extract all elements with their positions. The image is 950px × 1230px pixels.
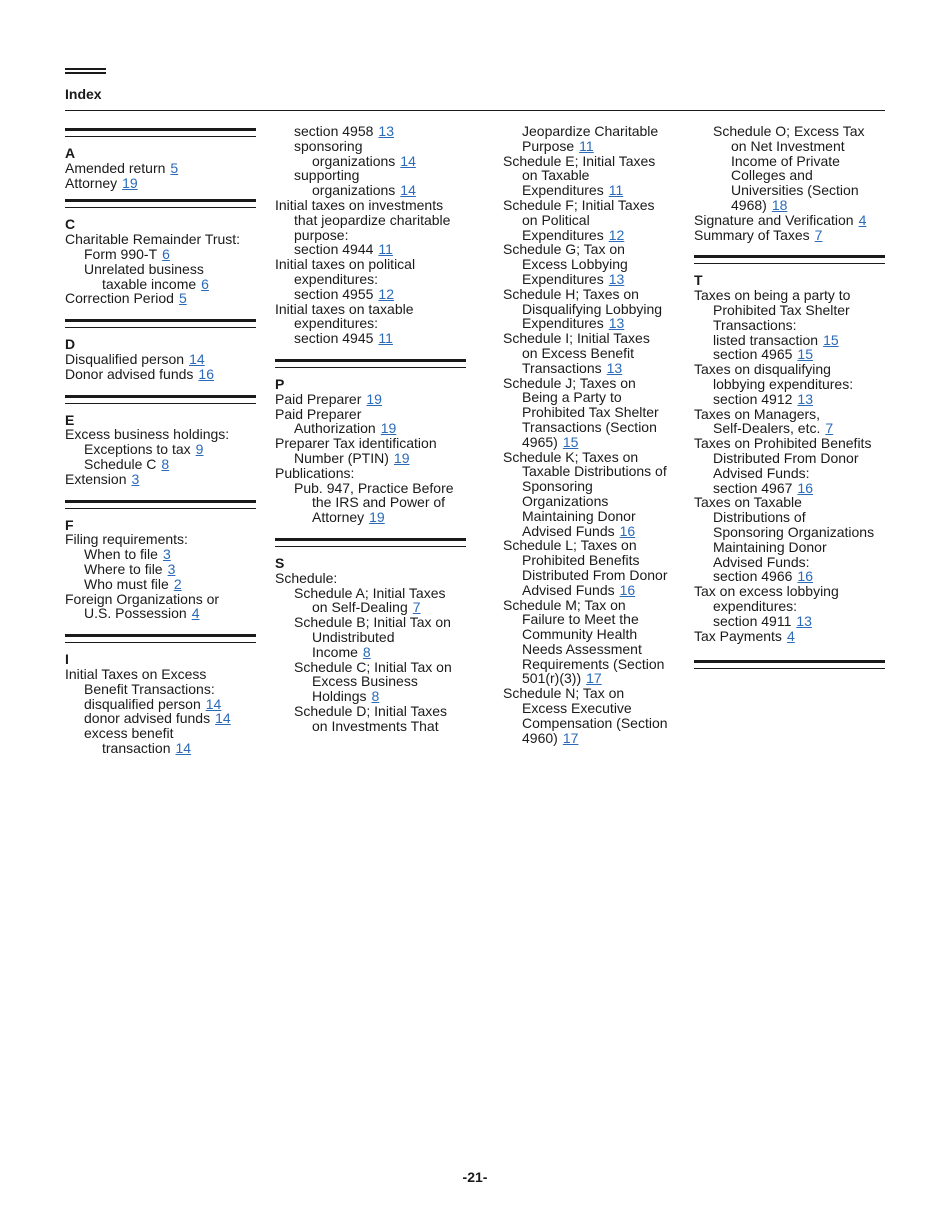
index-entry: on Self-Dealing 7 [312, 599, 421, 616]
page-link[interactable]: 3 [131, 470, 140, 487]
index-entry: Initial taxes on investments [275, 196, 444, 213]
page-link[interactable]: 14 [175, 739, 192, 756]
index-entry: Self-Dealers, etc. 7 [713, 420, 834, 437]
index-entry: Requirements (Section [522, 655, 665, 672]
section-letter-p: P [275, 375, 285, 392]
index-entry: Extension 3 [65, 470, 140, 487]
index-entry: Schedule M; Tax on [503, 596, 626, 613]
index-entry: Schedule L; Taxes on [503, 537, 637, 554]
section-letter-s: S [275, 554, 285, 571]
index-entry: Schedule J; Taxes on [503, 374, 636, 391]
index-entry: Organizations [522, 492, 609, 509]
index-entry: Foreign Organizations or [65, 590, 220, 607]
index-entry: Distributed From Donor [713, 449, 859, 466]
index-entry: section 4911 13 [713, 612, 812, 629]
index-entry: Expenditures 11 [522, 182, 624, 199]
page-link[interactable]: 7 [814, 226, 823, 243]
index-entry: Disqualified person 14 [65, 350, 205, 367]
page-link[interactable]: 13 [796, 612, 812, 629]
index-entry: Donor advised funds 16 [65, 365, 214, 382]
index-entry: Initial taxes on political [275, 256, 416, 273]
index-entry: Income 8 [312, 643, 371, 660]
index-entry: section 4958 13 [294, 123, 394, 139]
index-entry: Initial Taxes on Excess [65, 665, 207, 682]
index-entry: Schedule G; Tax on [503, 241, 625, 258]
index-entry: Colleges and [731, 167, 813, 184]
page-link[interactable]: 6 [162, 245, 170, 262]
index-entry: Exceptions to tax 9 [84, 441, 204, 458]
section-letter-t: T [694, 272, 703, 289]
page-link[interactable]: 12 [608, 226, 625, 243]
index-entry: Form 990-T 6 [84, 245, 170, 262]
index-entry: Disqualifying Lobbying [522, 300, 663, 317]
index-entry: Being a Party to [522, 389, 622, 406]
page-link[interactable]: 11 [378, 330, 393, 347]
index-entry: Attorney 19 [312, 509, 385, 526]
page-link[interactable]: 8 [371, 688, 380, 705]
page-link[interactable]: 9 [195, 441, 204, 458]
index-entry: Taxes on Taxable [694, 494, 802, 511]
page-link[interactable]: 19 [369, 509, 385, 526]
section-letter-f: F [65, 516, 74, 533]
index-entry: Where to file 3 [84, 560, 176, 577]
index-entry: Advised Funds 16 [522, 581, 636, 598]
index-entry: sponsoring [294, 137, 363, 154]
index-entry: Expenditures 13 [522, 315, 625, 332]
page-link[interactable]: 13 [608, 270, 625, 287]
page-link[interactable]: 6 [201, 275, 209, 292]
page-link[interactable]: 13 [606, 359, 623, 376]
index-entry: Distributed From Donor [522, 566, 668, 583]
page-link[interactable]: 14 [189, 350, 205, 367]
index-entry: Signature and Verification 4 [694, 211, 867, 228]
page-link[interactable]: 16 [619, 581, 636, 598]
index-entry: taxable income 6 [102, 275, 209, 292]
index-entry: Who must file 2 [84, 575, 182, 592]
index-entry: on Net Investment [731, 137, 845, 154]
index-entry: Schedule N; Tax on [503, 685, 625, 702]
page-link[interactable]: 11 [579, 137, 594, 154]
index-entry: Taxes on disqualifying [694, 361, 831, 378]
index-entry: Income of Private [731, 152, 840, 169]
index-entry: transaction 14 [102, 739, 192, 756]
title-divider [65, 110, 885, 111]
page-number: -21- [462, 1169, 488, 1185]
index-entry: Amended return 5 [65, 159, 179, 176]
index-entry: Correction Period 5 [65, 290, 187, 307]
index-entry: When to file 3 [84, 546, 171, 563]
index-column-2 [275, 124, 466, 733]
index-entry: Schedule D; Initial Taxes [294, 702, 448, 719]
page-link[interactable]: 19 [122, 174, 138, 191]
page-link[interactable]: 11 [608, 182, 624, 199]
section-divider [275, 538, 466, 547]
index-column-4 [694, 124, 885, 669]
section-divider [65, 319, 256, 328]
page-link[interactable]: 8 [362, 643, 371, 660]
index-entry: Excess Business [312, 673, 418, 690]
page-link[interactable]: 7 [825, 420, 834, 437]
index-entry: Excess business holdings: [65, 426, 230, 443]
page-link[interactable]: 3 [167, 560, 176, 577]
index-entry: Needs Assessment [522, 640, 642, 657]
section-divider [65, 395, 256, 404]
section-letter-a: A [65, 145, 76, 161]
page-link[interactable]: 19 [393, 449, 410, 466]
page-link[interactable]: 15 [562, 433, 579, 450]
index-entry: Schedule H; Taxes on [503, 285, 639, 302]
index-entry: donor advised funds 14 [84, 710, 231, 727]
index-entry: Prohibited Tax Shelter [522, 404, 659, 421]
index-entry: Universities (Section [731, 182, 859, 199]
index-entry: Schedule B; Initial Tax on [294, 614, 451, 631]
index-entry: Prohibited Benefits [522, 552, 640, 569]
index-entry: expenditures: [713, 597, 798, 614]
index-entry: expenditures: [294, 315, 379, 332]
index-entry: Schedule O; Excess Tax [713, 123, 865, 139]
index-entry: Community Health [522, 626, 638, 643]
page-link[interactable]: 17 [586, 670, 602, 687]
index-entry: Excess Executive [522, 700, 632, 717]
index-entry: Maintaining Donor [522, 507, 636, 524]
page-link[interactable]: 5 [178, 290, 187, 307]
page-link[interactable]: 4 [858, 211, 867, 228]
section-divider [65, 500, 256, 509]
page-link[interactable]: 14 [400, 152, 416, 169]
index-entry: 501(r)(3)) 17 [522, 670, 602, 687]
section-letter-e: E [65, 411, 75, 428]
section-letter-d: D [65, 336, 76, 353]
index-entry: section 4967 16 [713, 479, 813, 496]
index-entry: Tax on excess lobbying [694, 583, 839, 600]
index-entry: 4968) 18 [731, 196, 788, 213]
page-link[interactable]: 16 [797, 479, 813, 496]
page-link[interactable]: 19 [380, 420, 397, 437]
index-entry: Schedule: [275, 569, 338, 586]
header-decoration [65, 68, 106, 76]
page-link[interactable]: 14 [215, 710, 231, 727]
index-entry: Unrelated business [84, 260, 204, 277]
index-entry: supporting [294, 167, 360, 184]
index-entry: section 4965 15 [713, 346, 813, 363]
page-link[interactable]: 19 [366, 390, 382, 407]
index-entry: Undistributed [312, 628, 395, 645]
page-link[interactable]: 2 [173, 575, 182, 592]
index-entry: organizations 14 [312, 152, 416, 169]
page-link[interactable]: 13 [378, 123, 394, 139]
index-entry: Expenditures 13 [522, 270, 625, 287]
index-entry: Taxes on Prohibited Benefits [694, 435, 872, 452]
index-entry: Taxes on Managers, [694, 405, 821, 422]
page-link[interactable]: 16 [797, 568, 813, 585]
index-entry: section 4966 16 [713, 568, 813, 585]
index-entry: Filing requirements: [65, 531, 188, 548]
index-entry: Purpose 11 [522, 137, 594, 154]
index-entry: Taxes on being a party to [694, 287, 851, 304]
section-letter-i: I [65, 651, 69, 668]
index-entry: the IRS and Power of [312, 494, 446, 511]
index-entry: Excess Lobbying [522, 256, 628, 273]
index-entry: Schedule E; Initial Taxes [503, 152, 656, 169]
index-entry: Pub. 947, Practice Before [294, 479, 454, 496]
index-entry: on Taxable [522, 167, 590, 184]
index-entry: Jeopardize Charitable [522, 123, 659, 139]
page-link[interactable]: 14 [400, 182, 416, 199]
index-entry: Tax Payments 4 [694, 627, 795, 644]
page-link[interactable]: 18 [771, 196, 788, 213]
index-entry: Advised Funds: [713, 464, 810, 481]
index-entry: Paid Preparer [275, 405, 362, 422]
index-entry: purpose: [294, 226, 349, 243]
index-entry: Initial taxes on taxable [275, 300, 414, 317]
index-entry: Transactions: [713, 316, 797, 333]
index-entry: 4965) 15 [522, 433, 579, 450]
section-divider [65, 128, 256, 137]
index-entry: lobbying expenditures: [713, 375, 854, 392]
index-entry: Advised Funds: [713, 553, 810, 570]
page-link[interactable]: 4 [191, 605, 200, 622]
index-entry: Transactions 13 [522, 359, 623, 376]
index-entry: Taxable Distributions of [522, 463, 667, 480]
page-link[interactable]: 4 [786, 627, 795, 644]
index-entry: Schedule C; Initial Tax on [294, 658, 452, 675]
index-entry: Holdings 8 [312, 688, 380, 705]
page-link[interactable]: 16 [619, 522, 636, 539]
page-link[interactable]: 17 [562, 729, 579, 746]
index-entry: 4960) 17 [522, 729, 579, 746]
index-entry: Sponsoring [522, 478, 593, 495]
index-entry: Preparer Tax identification [275, 435, 437, 452]
index-entry: U.S. Possession 4 [84, 605, 200, 622]
index-entry: Charitable Remainder Trust: [65, 231, 241, 248]
page-link[interactable]: 16 [198, 365, 214, 382]
page-link[interactable]: 15 [797, 346, 813, 363]
page-link[interactable]: 14 [205, 695, 222, 712]
index-entry: Attorney 19 [65, 174, 138, 191]
index-entry: Schedule A; Initial Taxes [294, 584, 446, 601]
index-entry: listed transaction 15 [713, 331, 839, 348]
index-entry: that jeopardize charitable [294, 211, 451, 228]
index-entry: Schedule F; Initial Taxes [503, 196, 655, 213]
index-entry: Compensation (Section [522, 714, 668, 731]
index-entry: section 4945 11 [294, 330, 393, 347]
index-entry: Publications: [275, 464, 355, 481]
index-entry: Prohibited Tax Shelter [713, 301, 850, 318]
index-entry: Maintaining Donor [713, 538, 827, 555]
index-entry: Authorization 19 [294, 420, 397, 437]
index-entry: section 4944 11 [294, 241, 393, 258]
index-column-3 [503, 124, 683, 745]
index-entry: Number (PTIN) 19 [294, 449, 410, 466]
index-entry: Failure to Meet the [522, 611, 639, 628]
index-entry: excess benefit [84, 725, 174, 742]
index-entry: Transactions (Section [522, 418, 657, 435]
index-entry: Schedule K; Taxes on [503, 448, 639, 465]
page-link[interactable]: 8 [161, 455, 170, 472]
index-entry: Schedule C 8 [84, 455, 170, 472]
index-entry: Sponsoring Organizations [713, 523, 875, 540]
index-entry: Advised Funds 16 [522, 522, 636, 539]
section-divider [694, 255, 885, 264]
section-letter-c: C [65, 216, 76, 233]
section-divider [65, 634, 256, 643]
page-link[interactable]: 13 [608, 315, 625, 332]
section-divider [275, 359, 466, 368]
index-entry: Expenditures 12 [522, 226, 625, 243]
page-title: Index [65, 86, 102, 102]
page-link[interactable]: 12 [378, 285, 394, 302]
section-divider [65, 199, 256, 208]
index-entry: expenditures: [294, 270, 379, 287]
page-link[interactable]: 7 [412, 599, 421, 616]
page-link[interactable]: 13 [797, 390, 813, 407]
section-divider [694, 660, 885, 669]
index-entry: organizations 14 [312, 182, 416, 199]
index-entry: section 4955 12 [294, 285, 394, 302]
page-link[interactable]: 15 [823, 331, 839, 348]
page-link[interactable]: 5 [170, 159, 179, 176]
index-entry: section 4912 13 [713, 390, 813, 407]
index-entry: on Political [522, 211, 590, 228]
index-entry: disqualified person 14 [84, 695, 222, 712]
index-entry: Paid Preparer 19 [275, 390, 382, 407]
index-entry: on Investments That [312, 717, 439, 734]
index-column-1 [65, 124, 256, 756]
index-entry: Schedule I; Initial Taxes [503, 330, 650, 347]
index-entry: Summary of Taxes 7 [694, 226, 823, 243]
index-entry: on Excess Benefit [522, 344, 635, 361]
page-link[interactable]: 3 [162, 546, 171, 563]
page-link[interactable]: 11 [378, 241, 393, 258]
index-entry: Distributions of [713, 509, 806, 526]
index-entry: Benefit Transactions: [84, 680, 215, 697]
